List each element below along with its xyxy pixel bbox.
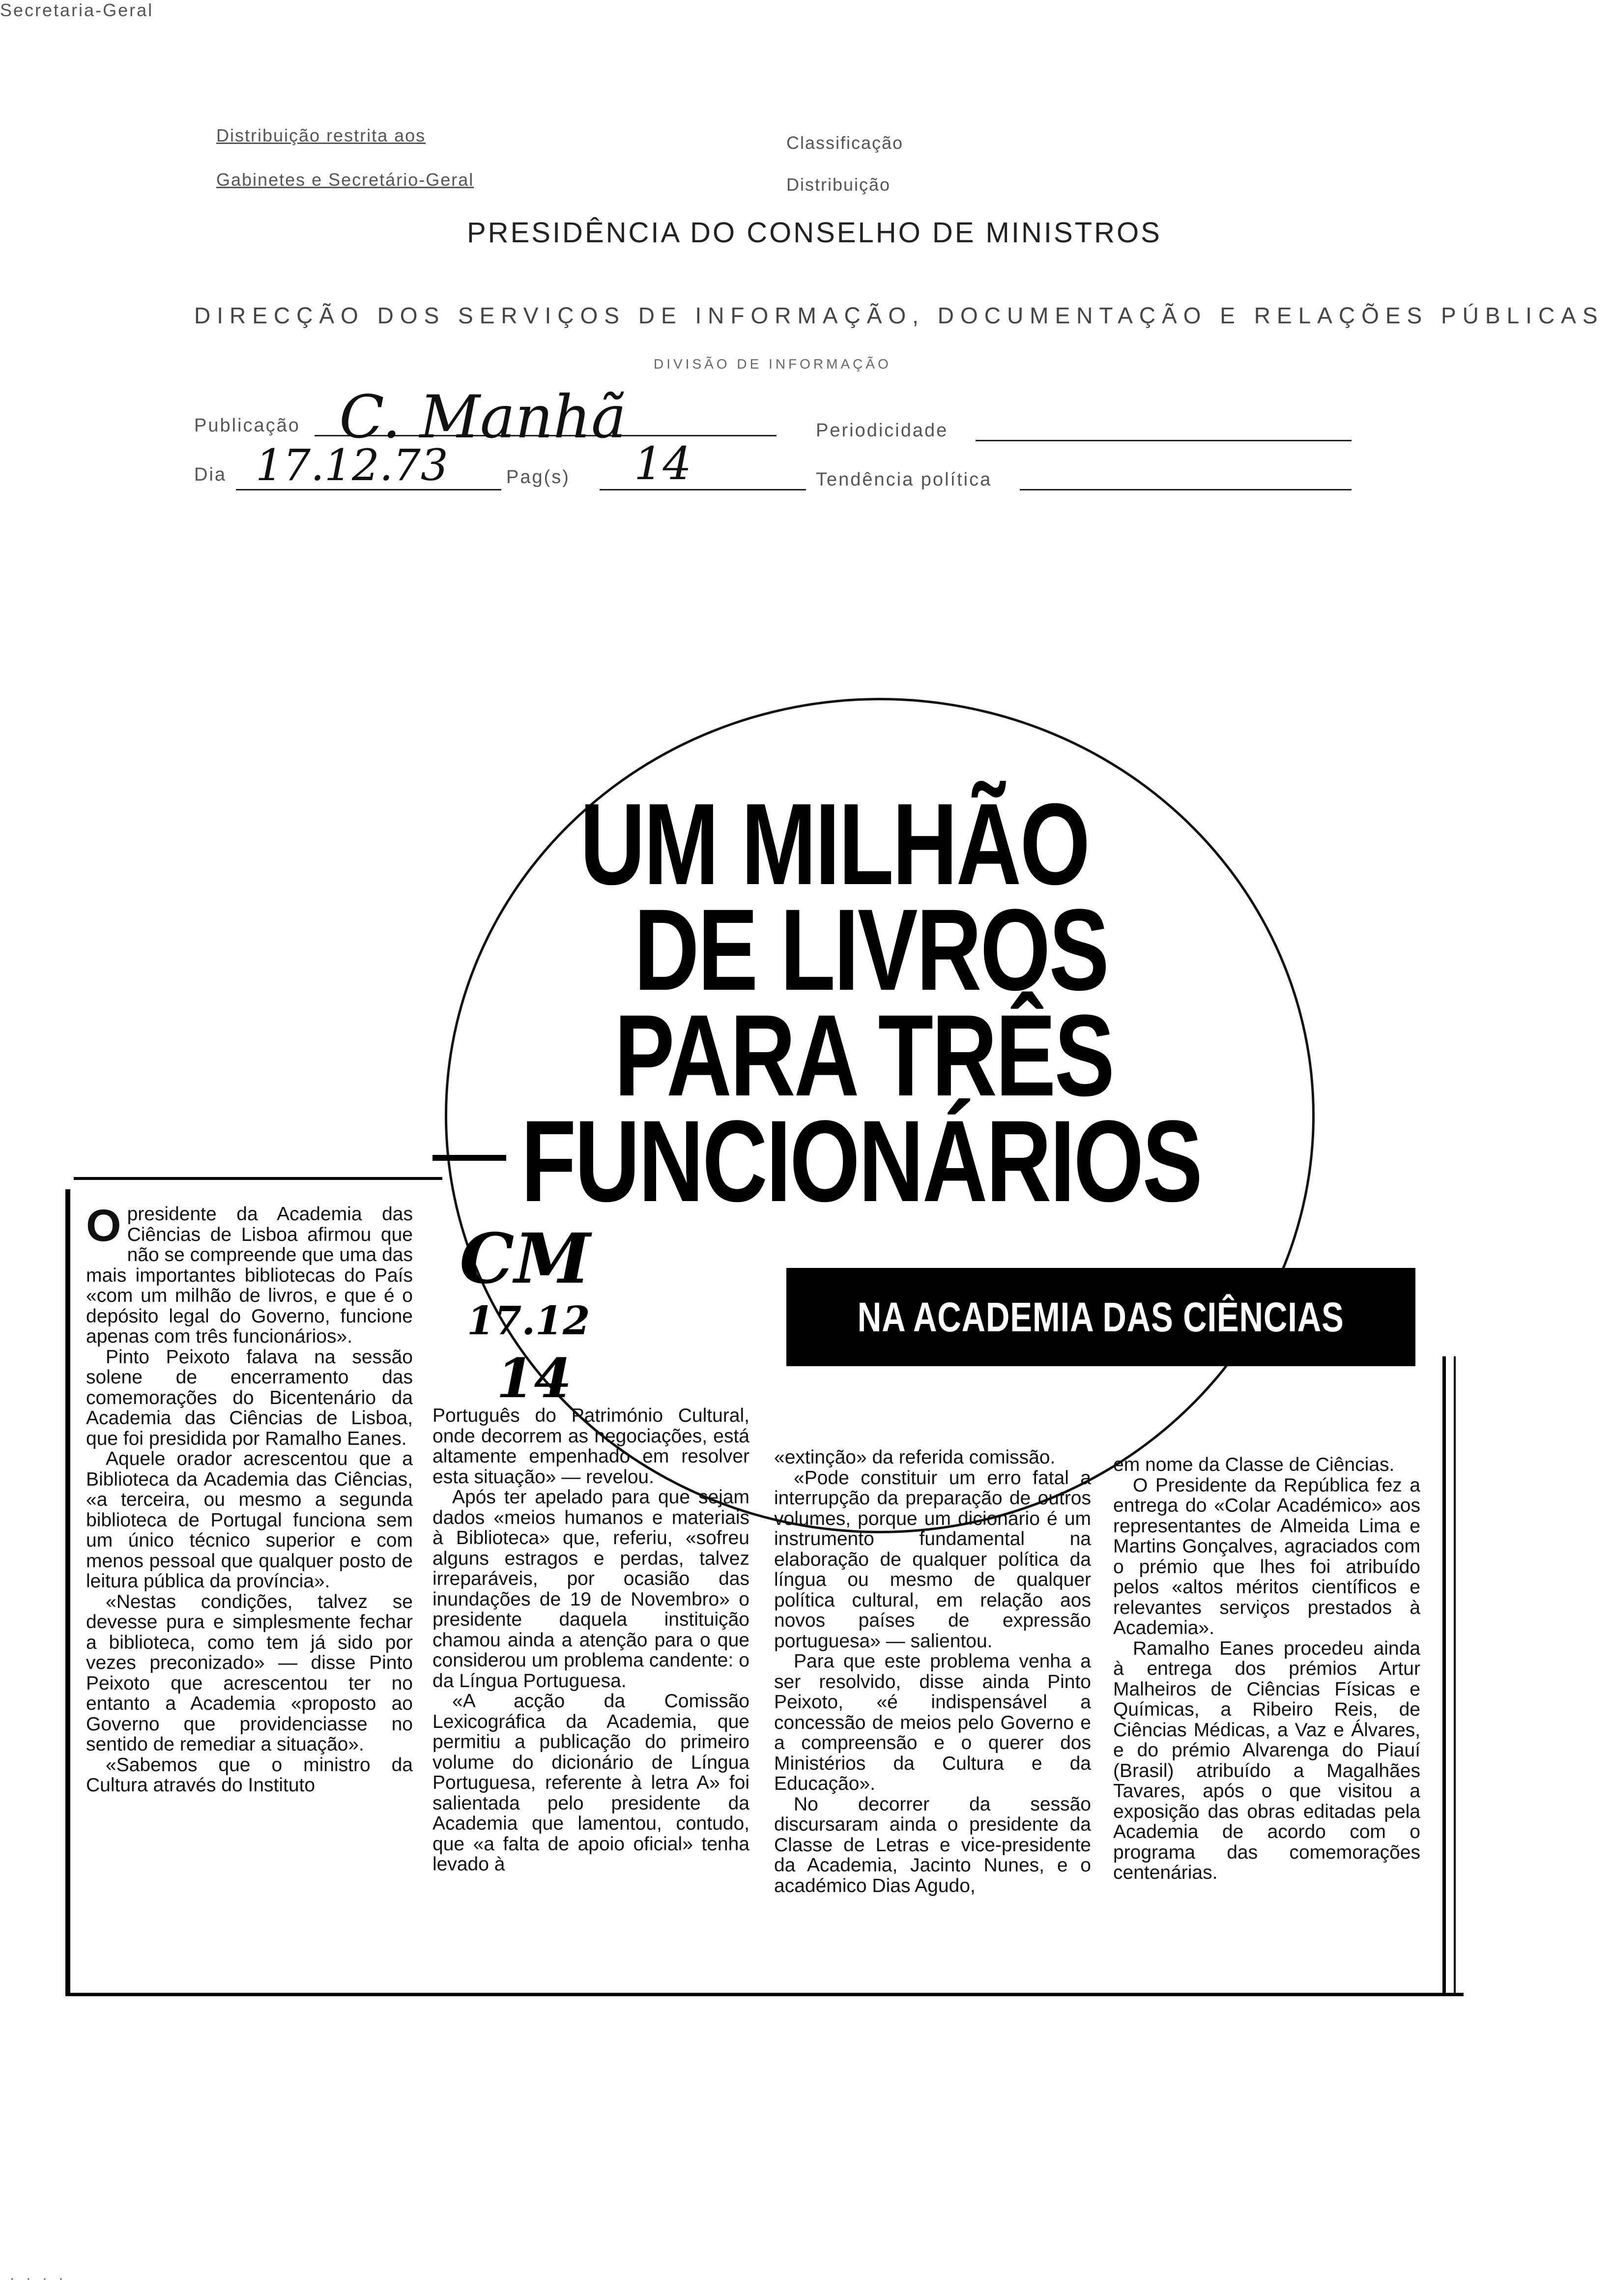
frame-left-rule: [65, 1189, 70, 1995]
annotation-date: 17.12: [467, 1297, 590, 1344]
annotation-publication: CM: [460, 1219, 591, 1299]
paragraph: Pinto Peixoto falava na sessão solene de encerramento das comemorações do Bicentenário da Academia das Ciências de Lisboa, que foi presidida por Ramalho Eanes.: [86, 1346, 413, 1449]
annotation-page: 14: [496, 1347, 572, 1410]
subheadline-box: [786, 1268, 1415, 1366]
paragraph: Ramalho Eanes procedeu ainda à entrega dos prémios Artur Malheiros de Ciências Físicas e Químicas, a Ribeiro Reis, de Ciências Médicas, a Vaz e Álvares, e do prémio Alvarenga do Piauí (Brasil) atribuído a Magalhães Tavares, após o que visitou a exposição das obras editadas pela Academia de acordo com o programa das comemorações centenárias.: [1113, 1637, 1420, 1883]
frame-bottom-rule: [65, 1993, 1464, 1996]
article-column-3: [774, 1447, 1091, 1896]
political-tendency-label: Tendência política: [816, 469, 992, 490]
frame-right-rule: [1442, 1356, 1446, 1995]
day-handwritten: 17.12.73: [256, 440, 448, 490]
paragraph: presidente da Academia das Ciências de Lisboa afirmou que não se compreende que uma das mais importantes bibliotecas do País «com um milhão de livros, e que é o depósito legal do Governo, funcione apenas com três funcionários».: [86, 1204, 413, 1347]
paragraph: «extinção» da referida comissão.: [774, 1447, 1056, 1468]
pages-handwritten: 14: [634, 437, 692, 490]
day-label: Dia: [194, 464, 227, 485]
paragraph: «Sabemos que o ministro da Cultura através do Instituto: [86, 1754, 413, 1796]
agency-title: PRESIDÊNCIA DO CONSELHO DE MINISTROS: [467, 217, 1162, 249]
political-tendency-line: [1020, 489, 1352, 490]
headline-line-3: PARA TRÊS: [614, 991, 1114, 1120]
publication-label: Publicação: [194, 415, 300, 436]
classification-label: Classificação: [786, 133, 904, 153]
subheadline: NA ACADEMIA DAS CIÊNCIAS: [858, 1293, 1344, 1340]
periodicity-line: [976, 440, 1352, 441]
division-label: DIVISÃO DE INFORMAÇÃO: [654, 356, 892, 372]
scan-noise: · · · ·: [10, 2270, 67, 2286]
distribution-label: Distribuição: [786, 174, 891, 195]
periodicity-label: Periodicidade: [816, 420, 949, 441]
paragraph: No decorrer da sessão discursaram ainda o presidente da Classe de Letras e vice-presidente da Academia, Jacinto Nunes, e o académico Dias Agudo,: [774, 1793, 1091, 1896]
pages-line: [600, 489, 806, 490]
paragraph: «Nestas condições, talvez se devesse pura e simplesmente fechar a biblioteca, como tem já sido por vezes preconizado» — disse Pinto Peixoto que acrescentou ter no entanto a Academia «proposto ao Governo que providenciasse no sentido de remediar a situação».: [86, 1591, 413, 1755]
directorate-label: DIRECÇÃO DOS SERVIÇOS DE INFORMAÇÃO, DOCUMENTAÇÃO E RELAÇÕES PÚBLICAS: [194, 303, 1604, 328]
column-top-rule: [74, 1177, 442, 1180]
restricted-line-1: Distribuição restrita aos: [216, 125, 426, 145]
headline-rule: [432, 1155, 506, 1161]
headline-line-4: FUNCIONÁRIOS: [521, 1096, 1202, 1226]
publication-handwritten: C. Manhã: [339, 383, 627, 452]
paragraph: «Pode constituir um erro fatal a interrupção da preparação de outros volumes, porque um dicionário é um instrumento fundamental na elaboração de qualquer política da língua ou mesmo de qualquer política cultural, em relação aos novos países de expressão portuguesa» — salientou.: [774, 1467, 1091, 1652]
article-column-1: [86, 1201, 413, 1796]
drop-cap: O: [86, 1201, 121, 1251]
headline-line-1: UM MILHÃO: [580, 779, 1089, 909]
paragraph: Aquele orador acrescentou que a Biblioteca da Academia das Ciências, «a terceira, ou mesmo a segunda biblioteca de Portugal funciona sem um único técnico superior e com menos pessoal que qualquer posto de leitura pública da província».: [86, 1448, 413, 1592]
paragraph: Após ter apelado para que sejam dados «meios humanos e materiais à Biblioteca» que, referiu, «sofreu alguns estragos e perdas, talvez irreparáveis, por ocasião das inundações de 19 de Novembro» o presidente daquela instituição chamou ainda a atenção para o que considerou um problema candente: o da Língua Portuguesa.: [432, 1487, 749, 1692]
paragraph: em nome da Classe de Ciências.: [1113, 1454, 1395, 1475]
paragraph: «A acção da Comissão Lexicográfica da Academia, que permitiu a publicação do primeiro volume do dicionário de Língua Portuguesa, referente à letra A» foi salientada pelo presidente da Academia que lamentou, contudo, que «a falta de apoio oficial» tenha levado à: [432, 1691, 749, 1875]
restricted-line-2: Gabinetes e Secretário-Geral: [216, 170, 474, 190]
article-column-4: [1113, 1455, 1420, 1883]
paragraph: Para que este problema venha a ser resolvido, disse ainda Pinto Peixoto, «é indispensável a concessão de meios pelo Governo e a compreensão e o querer dos Ministérios da Cultura e da Educação».: [774, 1651, 1091, 1794]
pages-label: Pag(s): [506, 467, 570, 488]
headline-line-2: DE LIVROS: [634, 885, 1108, 1015]
paragraph: Português do Património Cultural, onde decorrem as negociações, está altamente empenhado em resolver esta situação» — revelou.: [432, 1405, 749, 1488]
frame-right-rule-inner: [1454, 1356, 1456, 1995]
secretariat-label: Secretaria-Geral: [0, 0, 154, 20]
paragraph: O Presidente da República fez a entrega do «Colar Académico» aos representantes de Almeida Lima e Martins Gonçalves, agraciados com o prémio que lhes foi atribuído pelos «altos méritos científicos e relevantes serviços prestados à Academia».: [1113, 1474, 1420, 1638]
article-column-2: [432, 1406, 749, 1875]
